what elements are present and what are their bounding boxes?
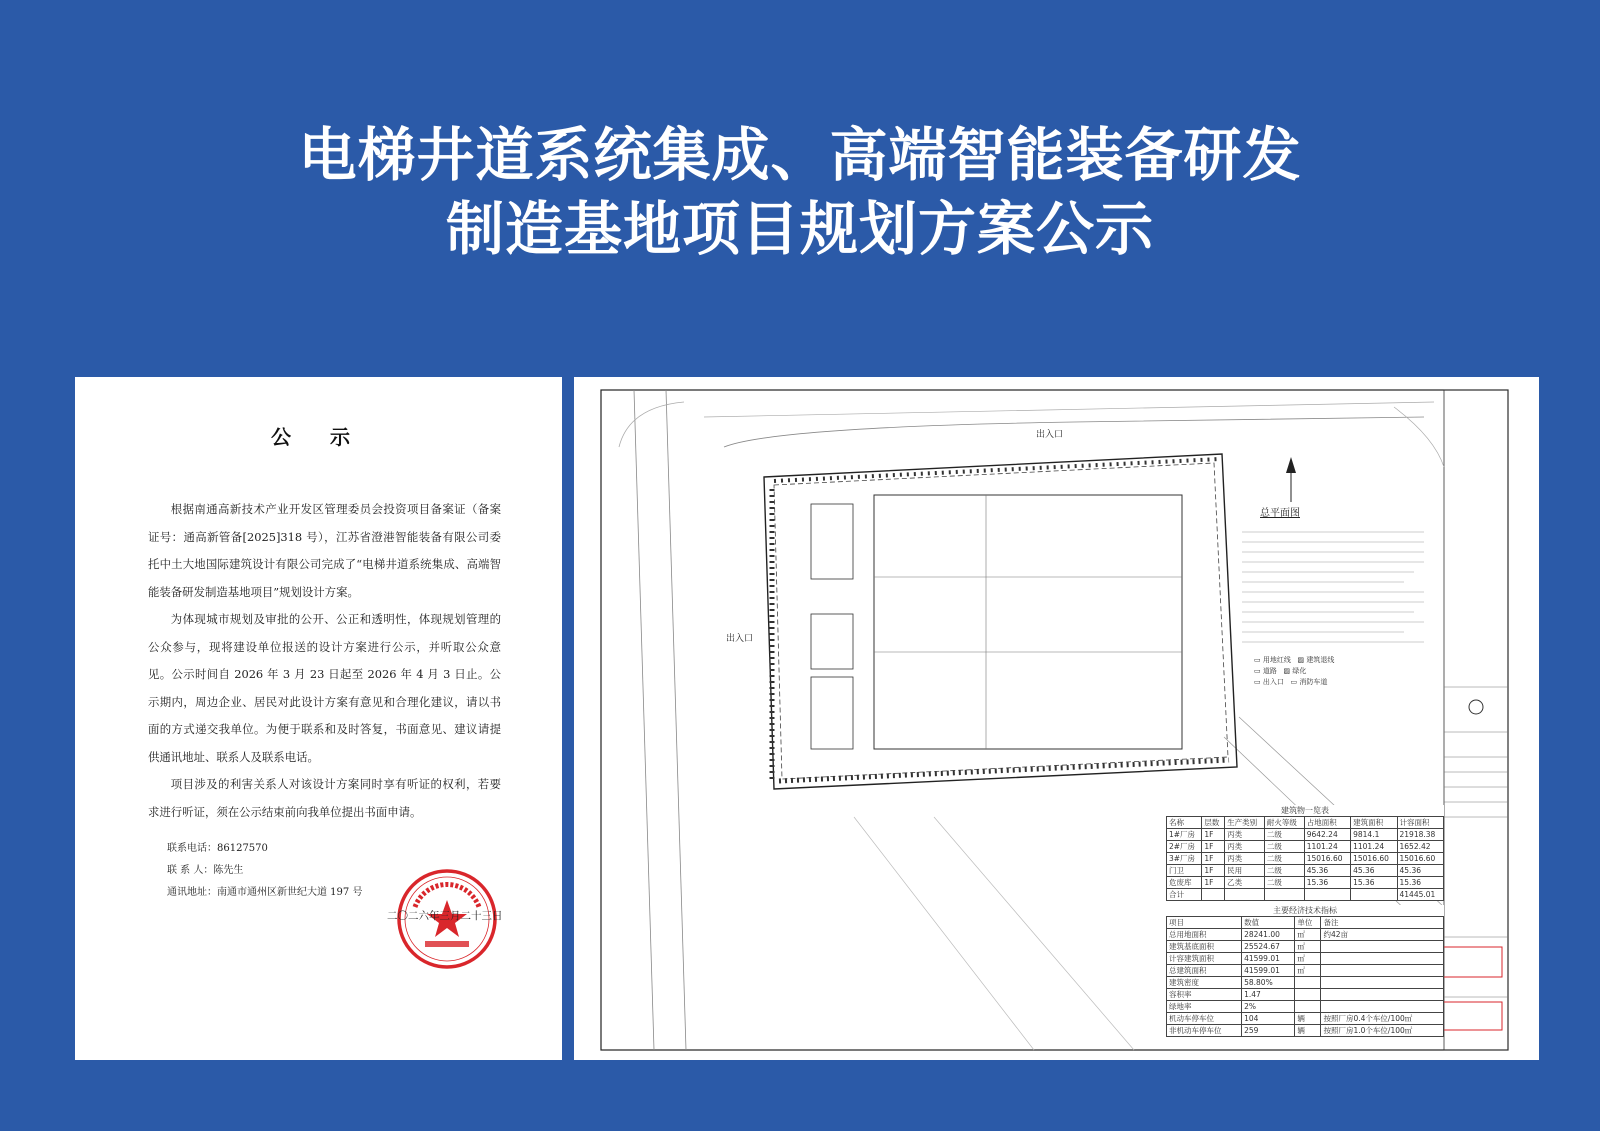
table-cell: 二级 (1264, 829, 1304, 841)
table-row (1167, 1001, 1444, 1013)
table-cell (1295, 989, 1321, 1001)
title-line-2: 制造基地项目规划方案公示 (445, 195, 1154, 263)
legend-item: ▭ 用地红线 ▨ 建筑退线 (1254, 656, 1335, 664)
phone-value: 86127570 (217, 843, 268, 854)
person-value: 陈先生 (213, 865, 244, 876)
table-row (1167, 889, 1444, 901)
table-cell: 按照厂房0.4个车位/100㎡ (1321, 1013, 1444, 1025)
table-cell: 41445.01 (1397, 889, 1443, 901)
table-cell: 9642.24 (1304, 829, 1350, 841)
table-cell: 15.36 (1304, 877, 1350, 889)
entrance-top-label: 出入口 (1036, 430, 1064, 440)
table-cell (1202, 889, 1225, 901)
table-row (1167, 989, 1444, 1001)
table-cell: 15016.60 (1351, 853, 1397, 865)
table-cell: 建筑基底面积 (1167, 941, 1242, 953)
table-cell: 生产类别 (1225, 817, 1265, 829)
table-cell (1225, 889, 1265, 901)
entrance-left-label: 出入口 (726, 634, 754, 644)
table-cell: 2% (1242, 1001, 1295, 1013)
table-cell: 乙类 (1225, 877, 1265, 889)
table-row (1167, 941, 1444, 953)
notice-paragraph: 根据南通高新技术产业开发区管理委员会投资项目备案证（备案证号：通高新管备[2025]318 号），江苏省澄港智能装备有限公司委托中土大地国际建筑设计有限公司完成了“电梯井道系统集成、高端智能装备研发制造基地项目”规划设计方案。 (148, 502, 501, 599)
table-cell (1295, 977, 1321, 989)
table-cell: 1F (1202, 841, 1225, 853)
tech-table-title: 主要经济技术指标 (1273, 906, 1337, 915)
notice-paragraph: 为体现城市规划及审批的公开、公正和透明性，体现规划管理的公众参与，现将建设单位报送的设计方案进行公示，并听取公众意见。公示时间自 2026 年 3 月 23 日起至 2026 年 4 月 3 日止。公示期内，周边企业、居民对此设计方案有意见和合理化建议，请以书面的方式递交我单位。为便于联系和及时答复，书面意见、建议请提供通讯地址、联系人及联系电话。 (148, 612, 501, 764)
table-cell: 1101.24 (1304, 841, 1350, 853)
table-cell: 二级 (1264, 853, 1304, 865)
table-cell: 15.36 (1397, 877, 1443, 889)
table-cell: 耐火等级 (1264, 817, 1304, 829)
table-cell: 3#厂房 (1167, 853, 1202, 865)
table-row (1167, 841, 1444, 853)
notice-document (75, 377, 562, 1060)
table-row (1167, 853, 1444, 865)
table-cell (1321, 1001, 1444, 1013)
table-cell: 259 (1242, 1025, 1295, 1037)
table-cell: 1#厂房 (1167, 829, 1202, 841)
table-cell: 9814.1 (1351, 829, 1397, 841)
table-cell: 辆 (1295, 1013, 1321, 1025)
table-cell: 1101.24 (1351, 841, 1397, 853)
table-cell: 建筑密度 (1167, 977, 1242, 989)
table-cell: 2#厂房 (1167, 841, 1202, 853)
table-cell: ㎡ (1295, 953, 1321, 965)
table-cell: 1F (1202, 853, 1225, 865)
table-cell (1321, 989, 1444, 1001)
table-cell: ㎡ (1295, 929, 1321, 941)
table-cell: ㎡ (1295, 941, 1321, 953)
page-title (0, 118, 1600, 266)
contact-phone (167, 838, 497, 860)
table-cell: 总建筑面积 (1167, 965, 1242, 977)
table-cell: 二级 (1264, 877, 1304, 889)
address-label: 通讯地址： (167, 887, 217, 898)
notice-paragraph: 项目涉及的利害关系人对该设计方案同时享有听证的权利，若要求进行听证，须在公示结束前向我单位提出书面申请。 (148, 777, 501, 819)
table-cell: 名称 (1167, 817, 1202, 829)
table-cell: 丙类 (1225, 841, 1265, 853)
table-cell: 1F (1202, 877, 1225, 889)
table-header-row (1167, 817, 1444, 829)
notice-heading: 公 示 (271, 425, 366, 449)
table-cell: 绿地率 (1167, 1001, 1242, 1013)
legend (1254, 655, 1424, 688)
table-cell: 15016.60 (1304, 853, 1350, 865)
table-cell: 二级 (1264, 841, 1304, 853)
table-cell: 门卫 (1167, 865, 1202, 877)
table-cell: 25524.67 (1242, 941, 1295, 953)
legend-item: ▭ 道路 ▨ 绿化 (1254, 667, 1307, 675)
table-cell: 计容面积 (1397, 817, 1443, 829)
title-line-1: 电梯井道系统集成、高端智能装备研发 (298, 121, 1302, 189)
table-cell: 建筑面积 (1351, 817, 1397, 829)
table-cell: ㎡ (1295, 965, 1321, 977)
table-cell: 约42亩 (1321, 929, 1444, 941)
table-cell: 1F (1202, 865, 1225, 877)
table-header-row (1167, 917, 1444, 929)
table-row (1167, 1025, 1444, 1037)
table-cell: 按照厂房1.0个车位/100㎡ (1321, 1025, 1444, 1037)
table-row (1167, 953, 1444, 965)
table-cell: 15016.60 (1397, 853, 1443, 865)
table-cell: 二级 (1264, 865, 1304, 877)
notice-body (148, 496, 501, 826)
table-row (1167, 829, 1444, 841)
table-cell: 45.36 (1397, 865, 1443, 877)
table-row (1167, 865, 1444, 877)
table-cell: 备注 (1321, 917, 1444, 929)
table-cell: 项目 (1167, 917, 1242, 929)
table-row (1167, 929, 1444, 941)
table-cell: 总用地面积 (1167, 929, 1242, 941)
table-cell (1321, 941, 1444, 953)
legend-item: ▭ 出入口 ▭ 消防车道 (1254, 678, 1328, 686)
table-cell: 104 (1242, 1013, 1295, 1025)
table-cell: 容积率 (1167, 989, 1242, 1001)
phone-label: 联系电话： (167, 843, 217, 854)
table-cell: 非机动车停车位 (1167, 1025, 1242, 1037)
table-cell: 15.36 (1351, 877, 1397, 889)
table-cell: 1652.42 (1397, 841, 1443, 853)
table-cell: 合计 (1167, 889, 1202, 901)
table-row (1167, 1013, 1444, 1025)
table-cell (1351, 889, 1397, 901)
site-plan-drawing (574, 377, 1539, 1060)
table-cell: 45.36 (1304, 865, 1350, 877)
table-cell: 丙类 (1225, 829, 1265, 841)
table-cell: 丙类 (1225, 853, 1265, 865)
table-cell: 机动车停车位 (1167, 1013, 1242, 1025)
table-row (1167, 977, 1444, 989)
table-cell: 41599.01 (1242, 965, 1295, 977)
notice-date: 二〇二六年三月二十三日 (387, 910, 503, 922)
table-row (1167, 877, 1444, 889)
table-cell: 计容建筑面积 (1167, 953, 1242, 965)
table-cell: 辆 (1295, 1025, 1321, 1037)
table-cell (1321, 965, 1444, 977)
table-cell: 1.47 (1242, 989, 1295, 1001)
table-cell: 数值 (1242, 917, 1295, 929)
table-cell: 占地面积 (1304, 817, 1350, 829)
table-cell (1304, 889, 1350, 901)
table-cell: 层数 (1202, 817, 1225, 829)
table-row (1167, 965, 1444, 977)
table-cell: 58.80% (1242, 977, 1295, 989)
table-cell: 民用 (1225, 865, 1265, 877)
plan-title: 总平面图 (1260, 508, 1300, 519)
table-cell (1321, 977, 1444, 989)
person-label: 联 系 人： (167, 865, 214, 876)
table-cell (1264, 889, 1304, 901)
table-cell: 单位 (1295, 917, 1321, 929)
table-cell: 危废库 (1167, 877, 1202, 889)
table-cell: 21918.38 (1397, 829, 1443, 841)
table-cell: 45.36 (1351, 865, 1397, 877)
address-value: 南通市通州区新世纪大道 197 号 (217, 887, 363, 898)
tech-table (1166, 905, 1444, 1037)
building-table-title: 建筑物一览表 (1281, 806, 1329, 815)
table-cell: 28241.00 (1242, 929, 1295, 941)
table-cell: 41599.01 (1242, 953, 1295, 965)
table-cell (1295, 1001, 1321, 1013)
table-cell (1321, 953, 1444, 965)
table-cell: 1F (1202, 829, 1225, 841)
building-table (1166, 805, 1444, 901)
